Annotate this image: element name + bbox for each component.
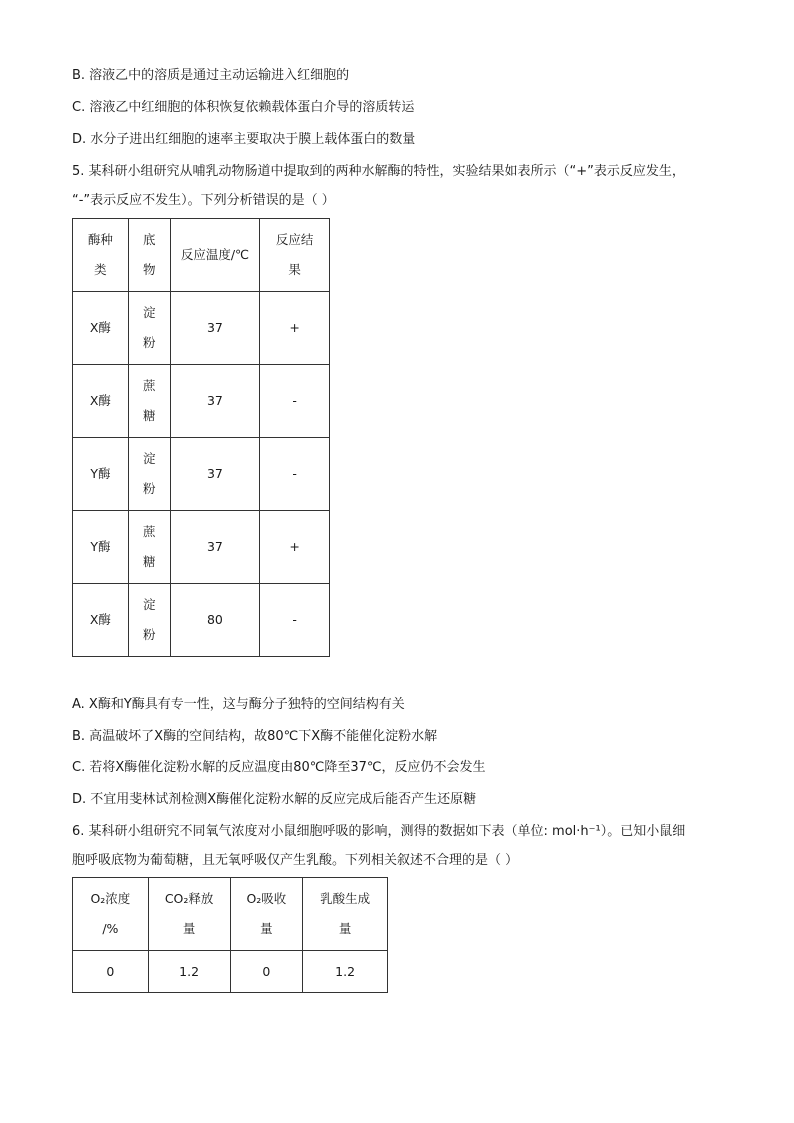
table-row <box>73 951 388 993</box>
header-result: 反应结 果 <box>260 219 330 292</box>
header-substrate: 底 物 <box>128 219 170 292</box>
cell-result: - <box>260 365 330 438</box>
cell-temperature: 37 <box>170 438 260 511</box>
cell-lactate: 1.2 <box>303 951 388 993</box>
cell-o2-concentration: 0 <box>73 951 149 993</box>
cell-substrate: 淀 粉 <box>128 438 170 511</box>
cell-enzyme: Y酶 <box>73 438 129 511</box>
header-co2-release: CO₂释放 量 <box>148 878 230 951</box>
header-lactate: 乳酸生成 量 <box>303 878 388 951</box>
question-5-line-2: “-”表示反应不发生）。下列分析错误的是（ ） <box>72 193 335 208</box>
cell-temperature: 37 <box>170 365 260 438</box>
table-row <box>73 365 330 438</box>
cell-enzyme: X酶 <box>73 292 129 365</box>
option-c-text: C. 溶液乙中红细胞的体积恢复依赖载体蛋白介导的溶质转运 <box>72 100 415 115</box>
table-row <box>73 292 330 365</box>
option-5d-text: D. 不宜用斐林试剂检测X酶催化淀粉水解的反应完成后能否产生还原糖 <box>72 792 477 807</box>
cell-temperature: 37 <box>170 511 260 584</box>
cell-temperature: 80 <box>170 584 260 657</box>
cell-enzyme: X酶 <box>73 584 129 657</box>
enzyme-table-header <box>73 219 330 292</box>
option-5a-text: A. X酶和Y酶具有专一性，这与酶分子独特的空间结构有关 <box>72 697 405 712</box>
respiration-table <box>72 877 388 993</box>
cell-result: + <box>260 511 330 584</box>
respiration-table-header <box>73 878 388 951</box>
header-o2-uptake: O₂吸收 量 <box>230 878 303 951</box>
table-row <box>73 584 330 657</box>
cell-co2-release: 1.2 <box>148 951 230 993</box>
question-6-line-1: 6. 某科研小组研究不同氧气浓度对小鼠细胞呼吸的影响，测得的数据如下表（单位: mol·h⁻¹）。已知小鼠细 <box>72 824 686 839</box>
cell-o2-uptake: 0 <box>230 951 303 993</box>
cell-enzyme: Y酶 <box>73 511 129 584</box>
cell-substrate: 淀 粉 <box>128 584 170 657</box>
cell-substrate: 蔗 糖 <box>128 365 170 438</box>
option-d-text: D. 水分子进出红细胞的速率主要取决于膜上载体蛋白的数量 <box>72 132 416 147</box>
question-6-line-2: 胞呼吸底物为葡萄糖，且无氧呼吸仅产生乳酸。下列相关叙述不合理的是（ ） <box>72 853 519 868</box>
cell-enzyme: X酶 <box>73 365 129 438</box>
header-o2-concentration: O₂浓度 /% <box>73 878 149 951</box>
table-row <box>73 511 330 584</box>
option-b-text: B. 溶液乙中的溶质是通过主动运输进入红细胞的 <box>72 68 350 83</box>
header-temperature: 反应温度/℃ <box>170 219 260 292</box>
enzyme-table <box>72 218 330 657</box>
table-row <box>73 438 330 511</box>
cell-substrate: 淀 粉 <box>128 292 170 365</box>
header-enzyme: 酶种 类 <box>73 219 129 292</box>
option-5c-text: C. 若将X酶催化淀粉水解的反应温度由80℃降至37℃，反应仍不会发生 <box>72 760 486 775</box>
cell-result: + <box>260 292 330 365</box>
cell-substrate: 蔗 糖 <box>128 511 170 584</box>
cell-temperature: 37 <box>170 292 260 365</box>
option-5b-text: B. 高温破坏了X酶的空间结构，故80℃下X酶不能催化淀粉水解 <box>72 729 438 744</box>
question-5-line-1: 5. 某科研小组研究从哺乳动物肠道中提取到的两种水解酶的特性，实验结果如表所示（“+”表示反应发生， <box>72 164 685 179</box>
cell-result: - <box>260 584 330 657</box>
cell-result: - <box>260 438 330 511</box>
